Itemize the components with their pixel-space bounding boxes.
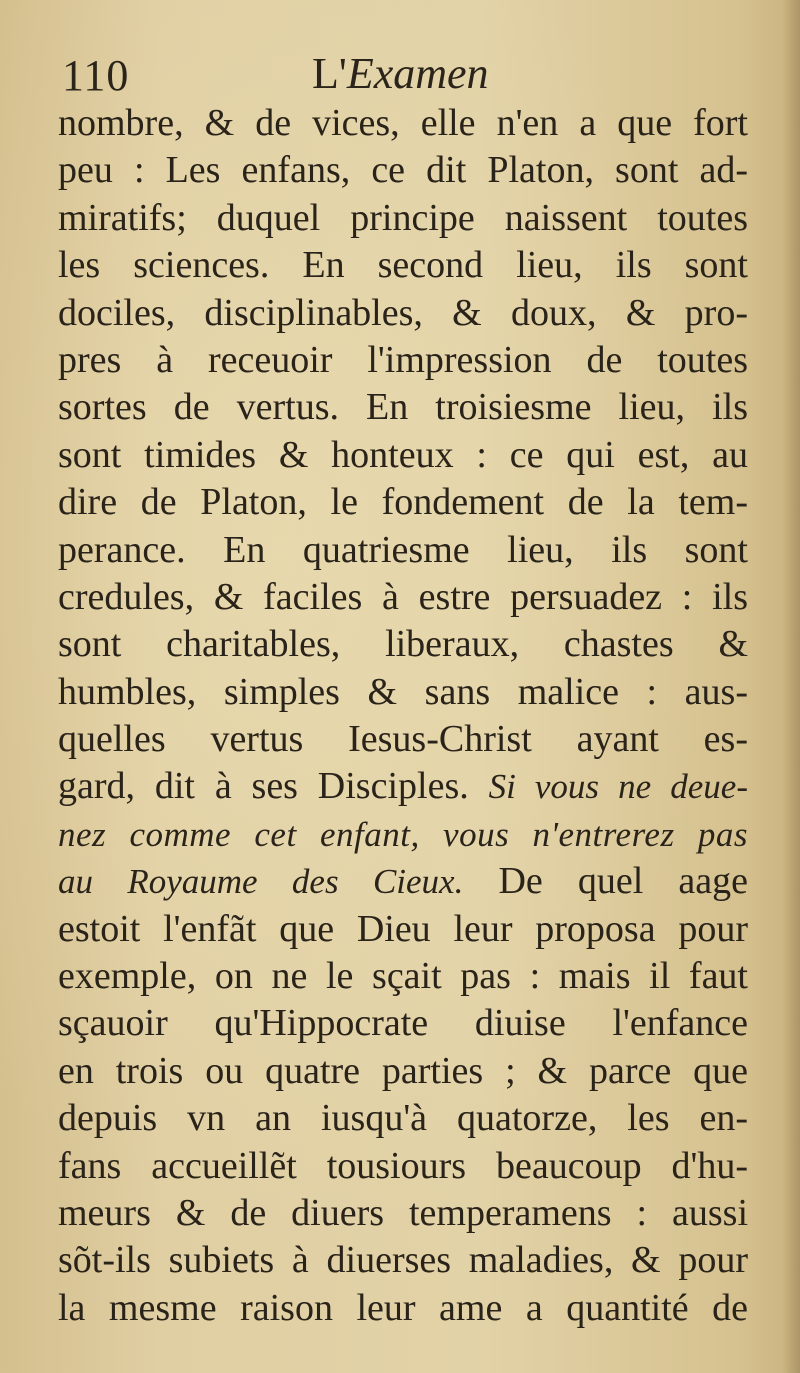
- text-line: en trois ou quatre parties ; & parce que: [58, 1049, 748, 1092]
- text-line: sõt-ils subiets à diuerses maladies, & pour: [58, 1239, 748, 1282]
- text-line: dociles, disciplinables, & doux, & pro-: [58, 291, 748, 334]
- text-line: exemple, on ne le sçait pas : mais il faut: [58, 955, 748, 998]
- text-line: la mesme raison leur ame a quantité de: [58, 1286, 748, 1329]
- text-line: depuis vn an iusqu'à quatorze, les en-: [58, 1097, 748, 1140]
- text-line: nez comme cet enfant, vous n'entrerez pas: [58, 814, 748, 854]
- running-head-prefix: L': [312, 49, 347, 98]
- text-line: sortes de vertus. En troisiesme lieu, ils: [58, 386, 748, 429]
- text-line: au Royaume des Cieux. De quel aage: [58, 860, 748, 903]
- text-line: peu : Les enfans, ce dit Platon, sont ad-: [58, 149, 748, 192]
- text-line: sçauoir qu'Hippocrate diuise l'enfance: [58, 1002, 748, 1045]
- running-head: [312, 48, 489, 99]
- body-text: [58, 100, 748, 1332]
- text-line: nombre, & de vices, elle n'en a que fort: [58, 102, 748, 144]
- text-line: fans accueillẽt tousiours beaucoup d'hu-: [58, 1144, 748, 1187]
- running-head-title: Examen: [346, 49, 489, 98]
- text-line: gard, dit à ses Disciples. Si vous ne deue-: [58, 765, 748, 808]
- text-line: pres à receuoir l'impression de toutes: [58, 338, 748, 381]
- text-line: humbles, simples & sans malice : aus-: [58, 670, 748, 713]
- text-line: dire de Platon, le fondement de la tem-: [58, 481, 748, 524]
- text-line: estoit l'enfãt que Dieu leur proposa pour: [58, 907, 748, 950]
- text-line: credules, & faciles à estre persuadez : ils: [58, 575, 748, 618]
- text-line: meurs & de diuers temperamens : aussi: [58, 1191, 748, 1234]
- page-number: 110: [62, 51, 130, 100]
- text-line: sont charitables, liberaux, chastes &: [58, 623, 748, 666]
- text-line: perance. En quatriesme lieu, ils sont: [58, 528, 748, 571]
- text-line: les sciences. En second lieu, ils sont: [58, 244, 748, 287]
- page-header: [62, 42, 742, 102]
- text-line: miratifs; duquel principe naissent toutes: [58, 196, 748, 239]
- text-line: quelles vertus Iesus-Christ ayant es-: [58, 718, 748, 761]
- text-line: sont timides & honteux : ce qui est, au: [58, 433, 748, 476]
